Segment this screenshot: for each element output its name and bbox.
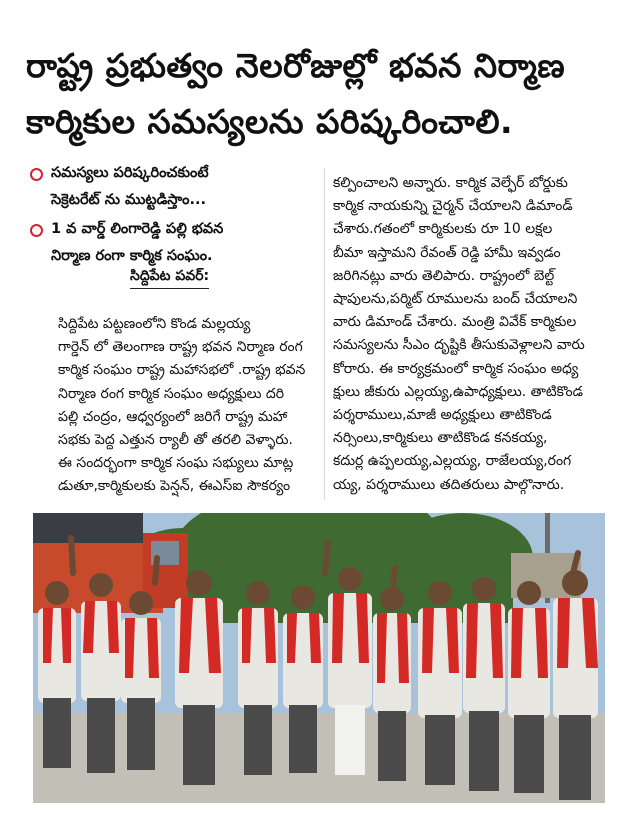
bullet-text: సమస్యలు పరిష్కరించకుంటే సెక్రెటరేట్ ను ముట్టడిస్తాం...	[51, 165, 209, 208]
column-divider	[324, 168, 325, 500]
headline-line-2: కార్మికుల సమస్యలను పరిష్కరించాలి.	[26, 102, 514, 141]
bullet-text: 1 వ వార్డ్ లింగారెడ్డి పల్లి భవన నిర్మాణ రంగా కార్మిక సంఘం.	[51, 221, 224, 264]
bullet-ring-icon	[30, 168, 43, 181]
article-body-left-column: సిద్దిపేట పట్టణంలోని కొండ మల్లయ్య గార్డెన్ లో తెలంగాణ రాష్ట్ర భవన నిర్మాణ రంగ కార్మిక సంఘం రాష్ట్ర మహాసభలో .రాష్ట్ర భవన నిర్మాణ రంగ కార్మిక సంఘం అధ్యక్షులు దరి పల్లి చంద్రం, ఆధ్వర్యంలో జరిగే రాష్ట్ర మహా సభకు పెద్ద ఎత్తున ర్యాలీ తో తరలి వెళ్ళారు. ఈ సందర్భంగా కార్మిక సంఘ సభ్యులు మాట్ల డుతూ,కార్మికులకు పెన్షన్, ఈఎస్ఐ సౌకర్యం	[58, 316, 306, 495]
rally-photo	[33, 513, 605, 803]
highlight-bullets	[30, 160, 308, 272]
rally-photo-illustration	[33, 513, 605, 803]
bullet-item	[30, 216, 308, 270]
bullet-item	[30, 160, 308, 214]
headline	[26, 38, 626, 150]
article-body-right-column: కల్పించాలని అన్నారు. కార్మిక వెల్ఫేర్ బోర్డుకు కార్మిక నాయకున్ని చైర్మన్ చేయాలని డిమాండ్ చేశారు.గతంలో కార్మికులకు రూ 10 లక్షల బీమా ఇస్తామని రేవంత్ రెడ్డి హామీ ఇవ్వడం జరిగినట్లు వారు తెలిపారు. రాష్ట్రంలో బెల్ట్ షాపులను,పర్మిట్ రూములను బంద్ చేయాలని వారు డిమాండ్ చేశారు. మంత్రి వివేక్ కార్మికుల సమస్యలను సీఎం దృష్టికి తీసుకువెళ్లాలని వారు కోరారు. ఈ కార్యక్రమంలో కార్మిక సంఘం అధ్య క్షులు జీకురు ఎల్లయ్య,ఉపాధ్యక్షులు. తాటికొండ పర్శరాములు,మాజీ అధ్యక్షులు తాటికొండ నర్సింలు,కార్మికులు తాటికొండ కనకయ్య, కదుర్ల ఉప్పలయ్య,ఎల్లయ్య, రాజేలయ్య,రంగ య్య, పర్శరాములు తదితరులు పాల్గొనారు.	[333, 175, 585, 493]
headline-line-1: రాష్ట్ర ప్రభుత్వం నెలరోజుల్లో భవన నిర్మాణ	[26, 46, 566, 85]
dateline-byline: సిద్దిపేట పవర్:	[130, 265, 209, 289]
bullet-ring-icon	[30, 224, 43, 237]
